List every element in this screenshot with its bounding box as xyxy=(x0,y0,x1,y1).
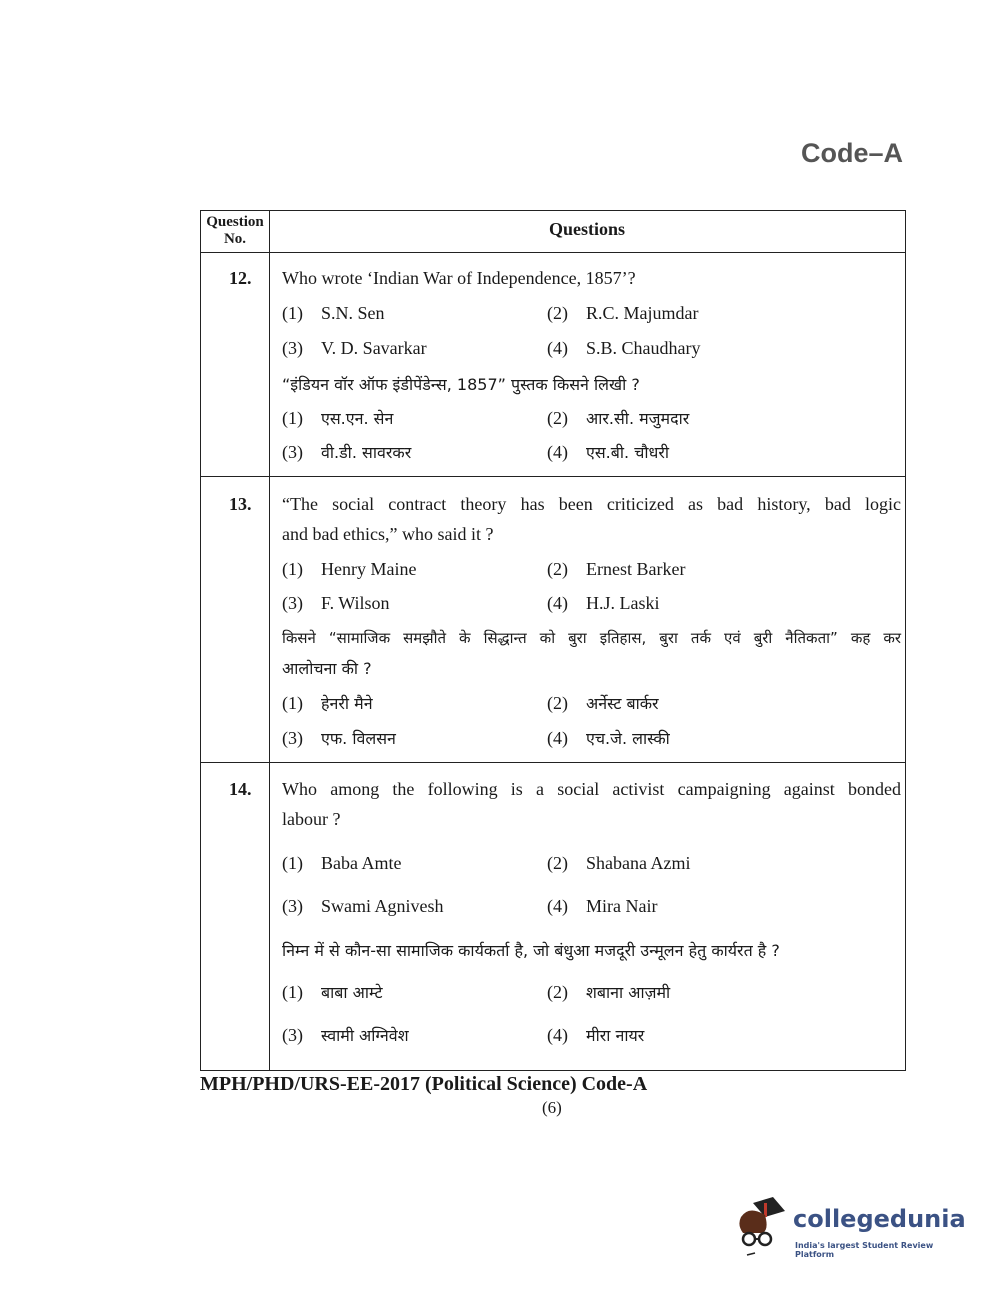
question-number: 12. xyxy=(229,268,252,288)
option-4-hi: (4) एच.जे. लास्की xyxy=(547,728,670,748)
column-divider xyxy=(269,211,270,1070)
option-1-en: (1) S.N. Sen xyxy=(282,303,385,323)
option-2-en: (2) Ernest Barker xyxy=(547,559,686,579)
row-divider xyxy=(201,762,905,763)
logo-brand: collegedunia xyxy=(793,1205,966,1233)
mascot-icon xyxy=(735,1195,793,1257)
question-number: 13. xyxy=(229,494,252,514)
option-3-hi: (3) एफ. विलसन xyxy=(282,728,396,748)
option-4-hi: (4) मीरा नायर xyxy=(547,1025,645,1045)
option-1-hi: (1) हेनरी मैने xyxy=(282,693,373,713)
question-text-hi: निम्न में से कौन-सा सामाजिक कार्यकर्ता है, जो बंधुआ मजदूरी उन्मूलन हेतु कार्यरत है ? xyxy=(282,941,780,960)
question-text-en-cont: labour ? xyxy=(282,809,341,829)
header-question-no: Question No. xyxy=(206,214,264,247)
option-2-hi: (2) आर.सी. मजुमदार xyxy=(547,408,690,428)
logo-tagline: India's largest Student Review Platform xyxy=(795,1241,934,1259)
option-1-hi: (1) एस.एन. सेन xyxy=(282,408,394,428)
question-text-en: Who among the following is a social activist campaigning against bonded xyxy=(282,779,901,799)
question-text-hi: किसने “सामाजिक समझौते के सिद्धान्त को बुरा इतिहास, बुरा तर्क एवं बुरी नैतिकता” कह कर xyxy=(282,629,901,647)
option-4-en: (4) S.B. Chaudhary xyxy=(547,338,701,358)
collegedunia-logo xyxy=(735,1195,965,1265)
option-4-en: (4) Mira Nair xyxy=(547,896,658,916)
option-2-en: (2) Shabana Azmi xyxy=(547,853,691,873)
option-1-hi: (1) बाबा आम्टे xyxy=(282,982,383,1002)
option-3-en: (3) V. D. Savarkar xyxy=(282,338,427,358)
option-2-hi: (2) शबाना आज़मी xyxy=(547,982,671,1002)
option-3-en: (3) Swami Agnivesh xyxy=(282,896,444,916)
option-3-hi: (3) वी.डी. सावरकर xyxy=(282,442,412,462)
footer-exam-code: MPH/PHD/URS-EE-2017 (Political Science) Code-A xyxy=(200,1073,648,1095)
page-number: (6) xyxy=(542,1098,562,1117)
option-4-en: (4) H.J. Laski xyxy=(547,593,660,613)
header-questions: Questions xyxy=(548,219,626,239)
row-divider xyxy=(201,476,905,477)
option-2-hi: (2) अर्नेस्ट बार्कर xyxy=(547,693,659,713)
option-1-en: (1) Henry Maine xyxy=(282,559,417,579)
option-2-en: (2) R.C. Majumdar xyxy=(547,303,699,323)
option-1-en: (1) Baba Amte xyxy=(282,853,402,873)
question-text-en: Who wrote ‘Indian War of Independence, 1857’? xyxy=(282,268,636,288)
option-4-hi: (4) एस.बी. चौधरी xyxy=(547,442,670,462)
option-3-en: (3) F. Wilson xyxy=(282,593,390,613)
option-3-hi: (3) स्वामी अग्निवेश xyxy=(282,1025,409,1045)
question-text-en-cont: and bad ethics,” who said it ? xyxy=(282,524,494,544)
row-divider xyxy=(201,252,905,253)
code-label: Code–A xyxy=(800,138,903,168)
question-text-hi: “इंडियन वॉर ऑफ इंडीपेंडेन्स, 1857” पुस्तक किसने लिखी ? xyxy=(282,375,640,394)
question-text-hi-cont: आलोचना की ? xyxy=(282,659,372,678)
questions-table xyxy=(200,210,906,1071)
question-text-en: “The social contract theory has been criticized as bad history, bad logic xyxy=(282,494,901,514)
question-number: 14. xyxy=(229,779,252,799)
